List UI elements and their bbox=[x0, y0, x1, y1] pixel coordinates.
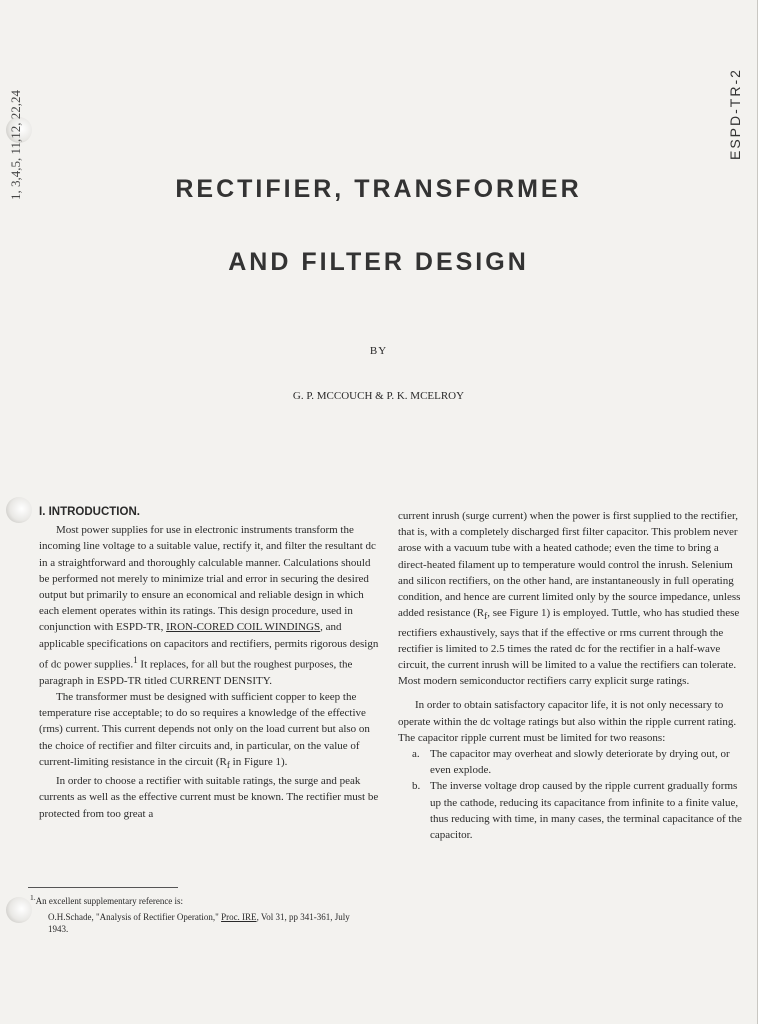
list-item: b. The inverse voltage drop caused by the ripple current gradually forms up the cathode, reducing its capacitance from infinite to a finite value, thus reducing with time, in many cases, the terminal capacitance of the capacitor. bbox=[412, 780, 742, 842]
page-edge bbox=[757, 0, 768, 1024]
list-item: a. The capacitor may overheat and slowly deteriorate by drying out, or even explode. bbox=[412, 748, 730, 777]
capacitor-paragraph: In order to obtain satisfactory capacitor life, it is not only necessary to operate within the dc voltage ratings but also within the ripple current rating. The capacitor ripple current must be limited for two reasons: bbox=[398, 699, 737, 744]
intro-paragraph-2: The transformer must be designed with sufficient copper to keep the temperature rise acceptable; to do so requires a knowledge of the effective (rms) current. This current depends not only on the load current but also on the choice of rectifier and filter circuits and, in particular, on the value of current-limiting resistance in the circuit ($R_f$ in Figure 1). bbox=[39, 690, 370, 770]
footnote: $^{1.}$An excellent supplementary reference is: O.H.Schade, "Analysis of Rectifier Operation," Proc. IRE, Vol 31, pp 341-361, July 1943. bbox=[30, 893, 350, 934]
continuation-paragraph: current inrush (surge current) when the power is first supplied to the rectifier, that is, with a completely discharged first filter capacitor. This problem never arose with a vacuum tube with a heated cathode; even the time to bring a direct-heated filament up to temperature would control the inrush. Selenium and silicon rectifiers, on the other hand, are instantaneously in full operating condition, and hence are current limited only by the source impedance, unless added resistance ($R_f$, see Figure 1) is employed. Tuttle, who has studied these rectifiers exhaustively, says that if the effective or rms current through the rectifier is limited to 2.5 times the rated dc for the rectifier in a half-wave circuit, the current inrush will be limited to a value the rectifiers can tolerate. Most modern semiconductor rectifiers carry explicit surge ratings. bbox=[398, 510, 741, 688]
footnote-journal: Proc. IRE bbox=[221, 912, 257, 922]
title-line-2: AND FILTER DESIGN bbox=[228, 248, 529, 276]
footnote-marker: 1 bbox=[133, 654, 138, 665]
intro-paragraph-1: Most power supplies for use in electronic instruments transform the incoming line voltage to a suitable value, rectify it, and filter the resultant dc in a straightforward and thoroughly calculable manner. Calculations should be performed not merely to minimize trial and error in securing the desired output but primarily to ensure an economical and reliable design in which each element operates within its ratings. This design procedure, used in conjunction with ESPD-TR, IRON-CORED COIL WINDINGS, and applicable specifications on capacitors and rectifiers, permits rigorous design of dc power supplies.$^1$ It replaces, for all but the roughest purposes, the paragraph in ESPD-TR titled CURRENT DENSITY. bbox=[39, 524, 379, 687]
binder-hole-bottom bbox=[6, 897, 32, 923]
binder-hole-middle bbox=[6, 497, 32, 523]
byline: BY bbox=[369, 345, 388, 357]
right-column bbox=[398, 508, 743, 843]
left-column bbox=[39, 504, 379, 822]
section-heading: I. INTRODUCTION. bbox=[39, 506, 140, 518]
margin-page-note: 1, 3,4,5, 11,12, 22,24 bbox=[8, 89, 23, 200]
intro-paragraph-3: In order to choose a rectifier with suitable ratings, the surge and peak currents as well as the effective current must be known. The rectifier must be protected from too great a bbox=[39, 775, 379, 820]
document-code: ESPD-TR-2 bbox=[727, 68, 743, 160]
authors: G. P. MCCOUCH & P. K. MCELROY bbox=[292, 390, 465, 402]
reasons-list bbox=[398, 746, 743, 843]
footnote-rule bbox=[28, 887, 178, 888]
title-line-1: RECTIFIER, TRANSFORMER bbox=[175, 175, 582, 203]
reference-iron-cored-coil-windings: IRON-CORED COIL WINDINGS bbox=[166, 621, 321, 634]
